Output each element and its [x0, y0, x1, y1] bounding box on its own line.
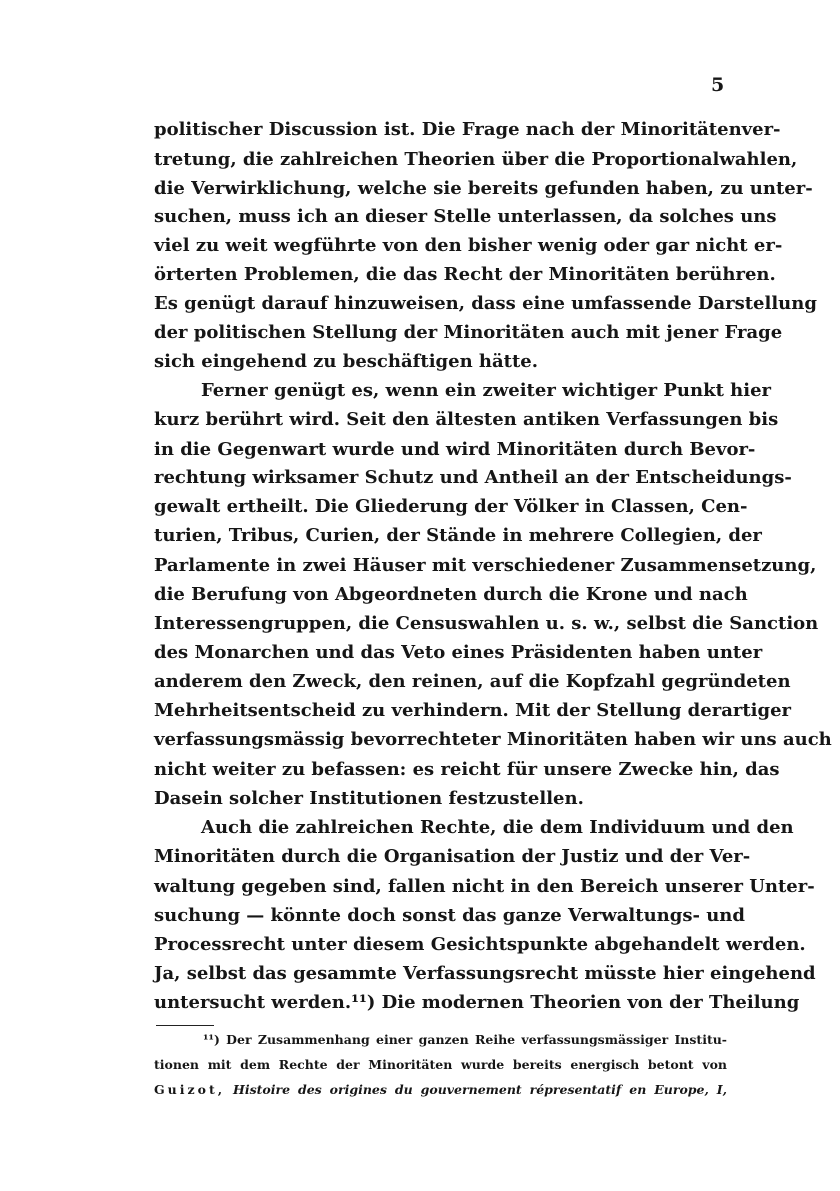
text-line: Dasein solcher Institutionen festzustellen. — [154, 788, 584, 809]
footnote-author: Guizot, — [154, 1082, 226, 1097]
text-line: Es genügt darauf hinzuweisen, dass eine umfassende Darstellung — [154, 293, 817, 314]
text-line: Auch die zahlreichen Rechte, die dem Individuum und den — [201, 817, 794, 838]
text-line: kurz berührt wird. Seit den ältesten antiken Verfassungen bis — [154, 409, 779, 430]
page-number: 5 — [711, 74, 725, 96]
text-line: anderem den Zweck, den reinen, auf die Kopfzahl gegründeten — [154, 671, 791, 692]
text-line: Processrecht unter diesem Gesichtspunkte abgehandelt werden. — [154, 934, 806, 955]
text-line: des Monarchen und das Veto eines Präsidenten haben unter — [154, 642, 763, 663]
text-line: sich eingehend zu beschäftigen hätte. — [154, 351, 539, 372]
text-line: Ferner genügt es, wenn ein zweiter wichtiger Punkt hier — [201, 380, 772, 401]
text-line: die Berufung von Abgeordneten durch die Krone und nach — [154, 584, 748, 605]
footnote-line — [154, 1078, 727, 1102]
text-line: untersucht werden.¹¹) Die modernen Theorien von der Theilung — [154, 992, 800, 1013]
text-line: suchen, muss ich an dieser Stelle unterlassen, da solches uns — [154, 206, 777, 227]
text-line: viel zu weit wegführte von den bisher wenig oder gar nicht er- — [154, 235, 783, 256]
footnote-line: ¹¹) Der Zusammenhang einer ganzen Reihe verfassungsmässiger Institu- — [203, 1032, 727, 1047]
text-line: turien, Tribus, Curien, der Stände in mehrere Collegien, der — [154, 525, 762, 546]
text-line: nicht weiter zu befassen: es reicht für unsere Zwecke hin, das — [154, 759, 780, 780]
text-line: politischer Discussion ist. Die Frage nach der Minoritätenver- — [154, 119, 781, 140]
text-line: örterten Problemen, die das Recht der Minoritäten berühren. — [154, 264, 776, 285]
text-line: Minoritäten durch die Organisation der Justiz und der Ver- — [154, 846, 751, 867]
text-line: verfassungsmässig bevorrechteter Minoritäten haben wir uns auch — [154, 729, 832, 750]
text-line: die Verwirklichung, welche sie bereits gefunden haben, zu unter- — [154, 178, 813, 199]
text-line: rechtung wirksamer Schutz und Antheil an der Entscheidungs- — [154, 467, 792, 488]
text-line: Parlamente in zwei Häuser mit verschiedener Zusammensetzung, — [154, 555, 817, 576]
text-line: gewalt ertheilt. Die Gliederung der Völker in Classen, Cen- — [154, 496, 748, 517]
text-line: tretung, die zahlreichen Theorien über die Proportionalwahlen, — [154, 149, 798, 170]
text-line: Interessengruppen, die Censuswahlen u. s. w., selbst die Sanction — [154, 613, 819, 634]
footnote-line: tionen mit dem Rechte der Minoritäten wurde bereits energisch betont von — [154, 1057, 727, 1072]
text-line: suchung — könnte doch sonst das ganze Verwaltungs- und — [154, 905, 745, 926]
text-line: waltung gegeben sind, fallen nicht in den Bereich unserer Unter- — [154, 876, 815, 897]
text-line: Mehrheitsentscheid zu verhindern. Mit der Stellung derartiger — [154, 700, 792, 721]
text-line: Ja, selbst das gesammte Verfassungsrecht müsste hier eingehend — [154, 963, 816, 984]
footnote-title: Histoire des origines du gouvernement répresentatif en Europe, I, — [233, 1082, 727, 1097]
text-line: der politischen Stellung der Minoritäten auch mit jener Frage — [154, 322, 783, 343]
footnote-separator — [156, 1025, 214, 1026]
text-line: in die Gegenwart wurde und wird Minoritäten durch Bevor- — [154, 439, 756, 460]
